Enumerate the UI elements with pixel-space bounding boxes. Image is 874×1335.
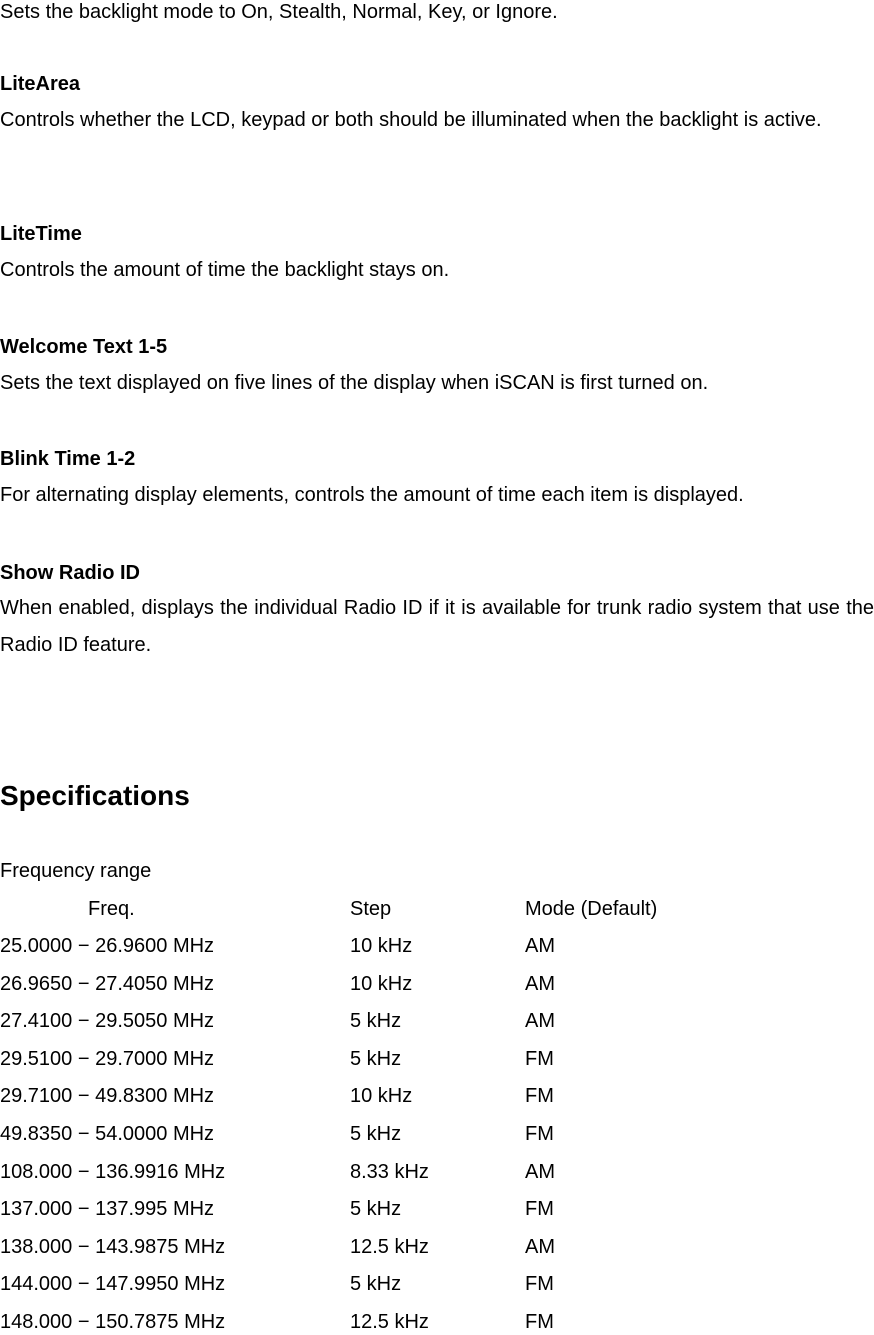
mode-cell: AM	[525, 1235, 555, 1258]
spec-table-header	[0, 896, 874, 922]
mode-cell: AM	[525, 1010, 555, 1033]
table-row	[0, 933, 874, 959]
frequency-range-label: Frequency range	[0, 860, 152, 882]
frequency-cell: 108.000 − 136.9916 MHz	[0, 1160, 226, 1183]
frequency-cell: 26.9650 − 27.4050 MHz	[0, 972, 215, 995]
step-cell: 12.5 kHz	[350, 1311, 429, 1333]
mode-cell: AM	[525, 935, 555, 957]
table-row	[0, 1008, 874, 1034]
step-cell: 5 kHz	[350, 1273, 402, 1296]
welcome-text-description: Sets the text displayed on five lines of the display when iSCAN is first turned on.	[0, 372, 709, 394]
blink-time-heading: Blink Time 1-2	[0, 448, 136, 470]
step-cell: 5 kHz	[350, 1010, 402, 1033]
mode-cell: FM	[525, 1047, 554, 1070]
table-row	[0, 1121, 874, 1147]
step-cell: 12.5 kHz	[350, 1235, 429, 1258]
frequency-cell: 29.5100 − 29.7000 MHz	[0, 1047, 215, 1070]
step-cell: 8.33 kHz	[350, 1160, 429, 1183]
table-row	[0, 1309, 874, 1335]
welcome-text-heading: Welcome Text 1-5	[0, 336, 168, 358]
mode-cell: FM	[525, 1198, 554, 1221]
mode-cell: FM	[525, 1085, 554, 1108]
show-radio-id-description: When enabled, displays the individual Radio ID if it is available for trunk radio system that use the Radio ID feature.	[0, 597, 874, 656]
step-cell: 10 kHz	[350, 935, 413, 957]
table-row	[0, 1234, 874, 1260]
frequency-cell: 27.4100 − 29.5050 MHz	[0, 1010, 215, 1033]
table-row	[0, 1046, 874, 1072]
mode-cell: AM	[525, 972, 555, 995]
step-cell: 10 kHz	[350, 1085, 413, 1108]
freq-column-header: Freq.	[88, 898, 135, 920]
table-row	[0, 1196, 874, 1222]
step-cell: 5 kHz	[350, 1198, 402, 1221]
litetime-description: Controls the amount of time the backlight stays on.	[0, 259, 450, 281]
step-column-header: Step	[350, 898, 392, 920]
litetime-heading: LiteTime	[0, 223, 82, 245]
blink-time-description: For alternating display elements, controls the amount of time each item is displayed.	[0, 484, 744, 506]
litearea-description: Controls whether the LCD, keypad or both should be illuminated when the backlight is active.	[0, 109, 822, 131]
specifications-title: Specifications	[0, 780, 190, 811]
frequency-cell: 25.0000 − 26.9600 MHz	[0, 935, 215, 957]
step-cell: 5 kHz	[350, 1123, 402, 1145]
frequency-cell: 137.000 − 137.995 MHz	[0, 1198, 215, 1221]
mode-cell: FM	[525, 1123, 554, 1145]
table-row	[0, 1083, 874, 1109]
table-row	[0, 1271, 874, 1297]
mode-column-header: Mode (Default)	[525, 898, 658, 920]
table-row	[0, 971, 874, 997]
mode-cell: AM	[525, 1160, 555, 1183]
backlight-mode-description: Sets the backlight mode to On, Stealth, Normal, Key, or Ignore.	[0, 1, 558, 23]
frequency-cell: 138.000 − 143.9875 MHz	[0, 1235, 226, 1258]
step-cell: 5 kHz	[350, 1047, 402, 1070]
show-radio-id-heading: Show Radio ID	[0, 562, 140, 584]
frequency-cell: 49.8350 − 54.0000 MHz	[0, 1123, 215, 1145]
frequency-cell: 144.000 − 147.9950 MHz	[0, 1273, 226, 1296]
mode-cell: FM	[525, 1273, 554, 1296]
litearea-heading: LiteArea	[0, 73, 81, 95]
step-cell: 10 kHz	[350, 972, 413, 995]
frequency-cell: 148.000 − 150.7875 MHz	[0, 1311, 226, 1333]
mode-cell: FM	[525, 1311, 554, 1333]
table-row	[0, 1159, 874, 1185]
frequency-cell: 29.7100 − 49.8300 MHz	[0, 1085, 215, 1108]
